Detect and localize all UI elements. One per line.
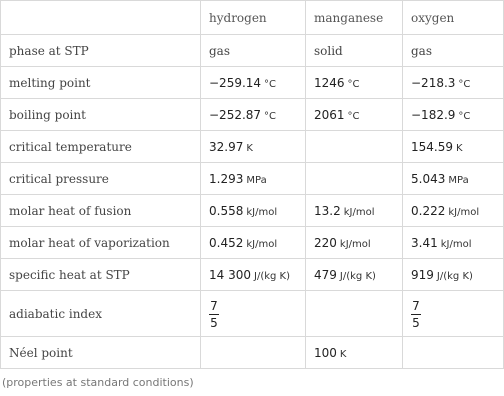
value-cell xyxy=(403,67,504,99)
fraction-denominator: 5 xyxy=(412,316,420,330)
value-cell xyxy=(201,259,306,291)
table-row xyxy=(1,337,504,369)
table-row xyxy=(1,259,504,291)
cell-value: 220 xyxy=(314,235,337,250)
value-cell xyxy=(201,195,306,227)
cell-unit: K xyxy=(246,142,253,154)
value-cell xyxy=(403,131,504,163)
fraction-numerator: 7 xyxy=(412,299,420,313)
value-cell xyxy=(201,67,306,99)
cell-unit: kJ/mol xyxy=(343,206,375,218)
cell-value: 5.043 xyxy=(411,171,446,186)
table-row xyxy=(1,227,504,259)
cell-unit: K xyxy=(456,142,463,154)
value-cell xyxy=(201,35,306,67)
value-cell xyxy=(403,337,504,369)
value-cell xyxy=(201,337,306,369)
cell-unit: MPa xyxy=(246,174,267,186)
cell-value: −259.14 xyxy=(209,75,262,90)
cell-unit: kJ/mol xyxy=(339,238,371,250)
value-cell xyxy=(306,163,403,195)
value-cell xyxy=(201,131,306,163)
fraction-bar xyxy=(411,314,421,315)
column-header-hydrogen: hydrogen xyxy=(201,1,306,35)
cell-unit: J/(kg K) xyxy=(436,270,473,282)
cell-value: −218.3 xyxy=(411,75,456,90)
table-row xyxy=(1,67,504,99)
value-cell xyxy=(403,99,504,131)
cell-unit: J/(kg K) xyxy=(339,270,376,282)
cell-unit: kJ/mol xyxy=(246,238,278,250)
value-cell xyxy=(403,195,504,227)
cell-value: 0.558 xyxy=(209,203,244,218)
column-header-manganese: manganese xyxy=(306,1,403,35)
fraction xyxy=(209,300,219,329)
value-cell xyxy=(403,163,504,195)
table-row xyxy=(1,195,504,227)
value-cell xyxy=(306,131,403,163)
cell-value: gas xyxy=(209,43,230,58)
value-cell xyxy=(201,163,306,195)
cell-unit: °C xyxy=(264,78,277,90)
row-label: molar heat of fusion xyxy=(1,195,201,227)
value-cell xyxy=(403,35,504,67)
cell-value: 479 xyxy=(314,267,337,282)
cell-value: 919 xyxy=(411,267,434,282)
value-cell xyxy=(306,259,403,291)
cell-value: 3.41 xyxy=(411,235,438,250)
value-cell xyxy=(201,291,306,337)
value-cell xyxy=(201,99,306,131)
value-cell xyxy=(306,67,403,99)
value-cell xyxy=(306,35,403,67)
cell-unit: kJ/mol xyxy=(448,206,480,218)
row-label: phase at STP xyxy=(1,35,201,67)
cell-value: 13.2 xyxy=(314,203,341,218)
cell-value: 100 xyxy=(314,345,337,360)
value-cell xyxy=(201,227,306,259)
value-cell xyxy=(306,99,403,131)
cell-unit: kJ/mol xyxy=(246,206,278,218)
cell-value: gas xyxy=(411,43,432,58)
row-label: boiling point xyxy=(1,99,201,131)
table-row xyxy=(1,131,504,163)
cell-unit: K xyxy=(339,348,347,360)
value-cell xyxy=(306,195,403,227)
table-body xyxy=(1,35,504,369)
row-label: melting point xyxy=(1,67,201,99)
row-label: critical pressure xyxy=(1,163,201,195)
header-row xyxy=(1,1,504,35)
cell-unit: °C xyxy=(347,110,360,122)
cell-unit: °C xyxy=(347,78,360,90)
cell-value: 0.222 xyxy=(411,203,446,218)
cell-value: −182.9 xyxy=(411,107,456,122)
cell-value: solid xyxy=(314,43,343,58)
fraction-denominator: 5 xyxy=(210,316,218,330)
row-label: molar heat of vaporization xyxy=(1,227,201,259)
value-cell xyxy=(306,337,403,369)
corner-cell xyxy=(1,1,201,35)
fraction-numerator: 7 xyxy=(210,299,218,313)
cell-value: 2061 xyxy=(314,107,345,122)
cell-unit: °C xyxy=(264,110,277,122)
fraction xyxy=(411,300,421,329)
value-cell xyxy=(403,259,504,291)
cell-unit: MPa xyxy=(448,174,469,186)
table-row xyxy=(1,99,504,131)
row-label: critical temperature xyxy=(1,131,201,163)
cell-value: 1246 xyxy=(314,75,345,90)
value-cell xyxy=(306,291,403,337)
value-cell xyxy=(403,291,504,337)
value-cell xyxy=(403,227,504,259)
cell-value: 14 300 xyxy=(209,267,251,282)
cell-value: 1.293 xyxy=(209,171,244,186)
cell-value: 0.452 xyxy=(209,235,244,250)
fraction-bar xyxy=(209,314,219,315)
value-cell xyxy=(306,227,403,259)
column-header-oxygen: oxygen xyxy=(403,1,504,35)
cell-unit: °C xyxy=(458,78,471,90)
cell-value: 32.97 xyxy=(209,139,244,154)
footnote: (properties at standard conditions) xyxy=(2,376,194,389)
cell-unit: °C xyxy=(458,110,471,122)
cell-unit: kJ/mol xyxy=(440,238,472,250)
cell-unit: J/(kg K) xyxy=(254,270,290,282)
cell-value: −252.87 xyxy=(209,107,262,122)
cell-value: 154.59 xyxy=(411,139,453,154)
row-label: adiabatic index xyxy=(1,291,201,337)
row-label: specific heat at STP xyxy=(1,259,201,291)
table-row xyxy=(1,163,504,195)
row-label: Néel point xyxy=(1,337,201,369)
table-row xyxy=(1,35,504,67)
table-row xyxy=(1,291,504,337)
